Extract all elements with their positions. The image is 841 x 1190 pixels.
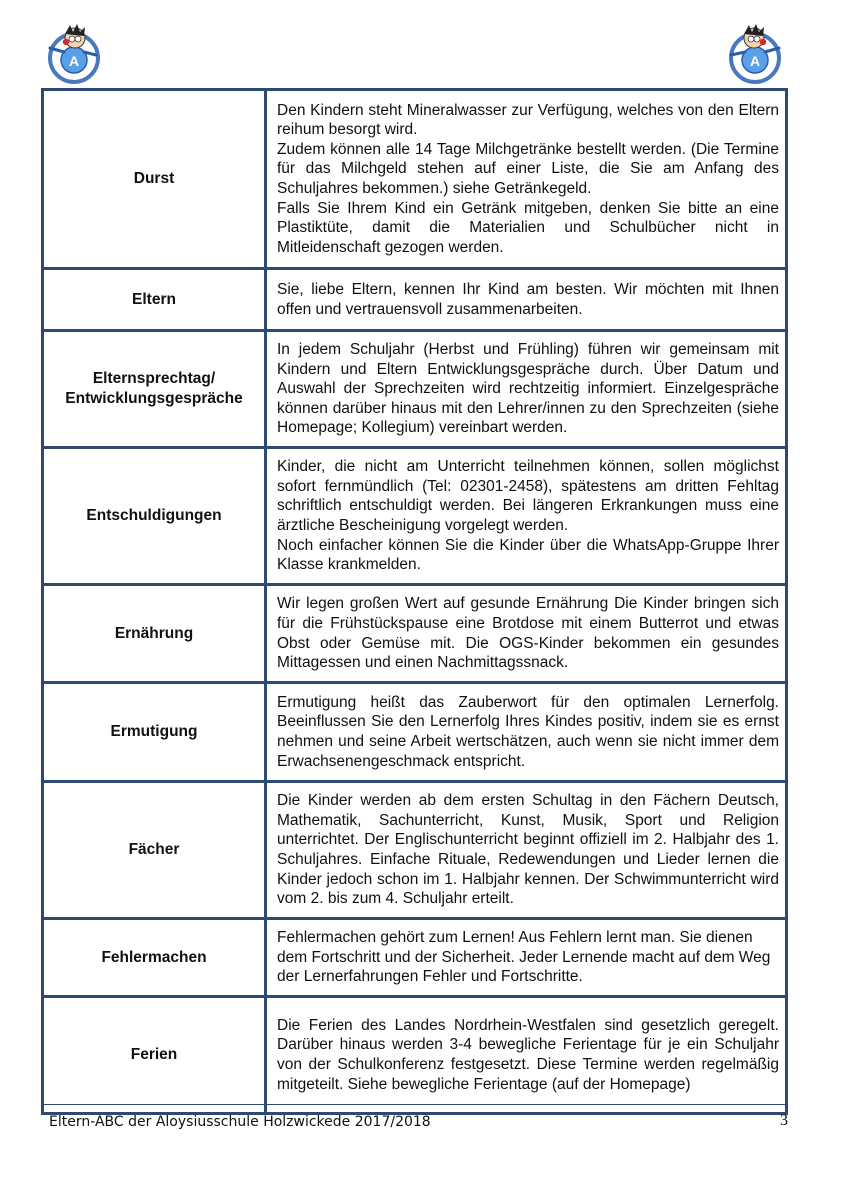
description-paragraph: Noch einfacher können Sie die Kinder über die WhatsApp-Gruppe Ihrer Klasse krankmelden. [277, 536, 779, 574]
description-paragraph: Den Kindern steht Mineralwasser zur Verfügung, welches von den Eltern reihum besorgt wird. [277, 101, 779, 139]
table-row [43, 331, 787, 448]
description-paragraph: Die Ferien des Landes Nordrhein-Westfalen sind gesetzlich geregelt. Darüber hinaus werden 3-4 bewegliche Ferientage für je ein Schuljahr von der Schulkonferenz festgesetzt. Diese Termine werden regelmäßig mitgeteilt. Siehe bewegliche Ferientage (auf der Homepage) [277, 1016, 779, 1093]
term-cell: Elternsprechtag/ Entwicklungsgespräche [43, 331, 266, 448]
description-cell [266, 331, 787, 448]
description-paragraph: In jedem Schuljahr (Herbst und Frühling) führen wir gemeinsam mit Kindern und Eltern Entwicklungsgespräche durch. Über Datum und Auswahl der Sprechzeiten wird rechtzeitig informiert. Einzelgespräche können darüber hinaus mit den Lehrer/innen zu den Sprechzeiten (siehe Homepage; Kollegium) vereinbart werden. [277, 341, 779, 437]
page-number: 3 [780, 1112, 788, 1129]
description-paragraph: Fehlermachen gehört zum Lernen! Aus Fehlern lernt man. Sie dienen dem Fortschritt und der Sicherheit. Jeder Lernende macht auf dem Weg der Lernerfahrungen Fehler und Fortschritte. [277, 929, 771, 986]
description-cell [266, 919, 787, 997]
school-mascot-icon [723, 22, 785, 84]
description-paragraph: Falls Sie Ihrem Kind ein Getränk mitgeben, denken Sie bitte an eine Plastiktüte, damit die Materialien und Schulbücher nicht in Mitleidenschaft gezogen werden. [277, 199, 779, 256]
table-row [43, 90, 787, 269]
table-row [43, 269, 787, 331]
table-row [43, 585, 787, 683]
term-cell: Eltern [43, 269, 266, 331]
description-paragraph: Zudem können alle 14 Tage Milchgetränke bestellt werden. (Die Termine für das Milchgeld stehen auf einer Liste, die Sie am Anfang des Schuljahres bekommen.) siehe Getränkegeld. [277, 140, 779, 197]
description-paragraph: Die Kinder werden ab dem ersten Schultag in den Fächern Deutsch, Mathematik, Sachunterricht, Kunst, Musik, Sport und Religion unterrichtet. Der Englischunterricht beginnt offiziell im 2. Halbjahr des 1. Schuljahres. Einfache Rituale, Redewendungen und Lieder lernen die Kinder jedoch schon im 1. Halbjahr kennen. Der Schwimmunterricht wird vom 2. bis zum 4. Schuljahr erteilt. [277, 792, 779, 908]
description-paragraph: Sie, liebe Eltern, kennen Ihr Kind am besten. Wir möchten mit Ihnen offen und vertrauensvoll zusammenarbeiten. [277, 280, 779, 318]
footer-rule [41, 1104, 788, 1105]
description-cell [266, 269, 787, 331]
svg-text:A: A [68, 53, 80, 69]
term-cell: Fehlermachen [43, 919, 266, 997]
school-mascot-icon [44, 22, 106, 84]
term-cell: Ernährung [43, 585, 266, 683]
description-cell [266, 782, 787, 919]
description-paragraph: Wir legen großen Wert auf gesunde Ernährung Die Kinder bringen sich für die Frühstückspause eine Brotdose mit einem Butterrot und etwas Obst oder Gemüse mit. Die OGS-Kinder bekommen ein gesundes Mittagessen und einen Nachmittagssnack. [277, 595, 779, 672]
description-cell [266, 683, 787, 782]
table-row [43, 919, 787, 997]
footer-text: Eltern-ABC der Aloysiusschule Holzwickede 2017/2018 [49, 1114, 431, 1130]
description-paragraph: Ermutigung heißt das Zauberwort für den optimalen Lernerfolg. Beeinflussen Sie den Lernerfolg Ihres Kindes positiv, indem sie es ernst nehmen und seine Arbeit wertschätzen, auch wenn sie nicht immer dem Erwachsenengeschmack entspricht. [277, 693, 779, 770]
term-cell: Fächer [43, 782, 266, 919]
description-cell [266, 585, 787, 683]
description-paragraph: Kinder, die nicht am Unterricht teilnehmen können, sollen möglichst sofort fernmündlich (Tel: 02301-2458), spätestens am dritten Fehltag schriftlich entschuldigt werden. Bei längeren Erkrankungen muss eine ärztliche Bescheinigung vorgelegt werden. [277, 458, 779, 534]
description-cell [266, 997, 787, 1114]
term-cell: Entschuldigungen [43, 448, 266, 585]
table-row [43, 683, 787, 782]
term-cell: Ermutigung [43, 683, 266, 782]
table-row [43, 782, 787, 919]
svg-text:A: A [749, 53, 761, 69]
eltern-abc-table [41, 88, 788, 1115]
description-cell [266, 90, 787, 269]
table-row [43, 448, 787, 585]
term-cell: Durst [43, 90, 266, 269]
table-row [43, 997, 787, 1114]
description-cell [266, 448, 787, 585]
term-cell: Ferien [43, 997, 266, 1114]
